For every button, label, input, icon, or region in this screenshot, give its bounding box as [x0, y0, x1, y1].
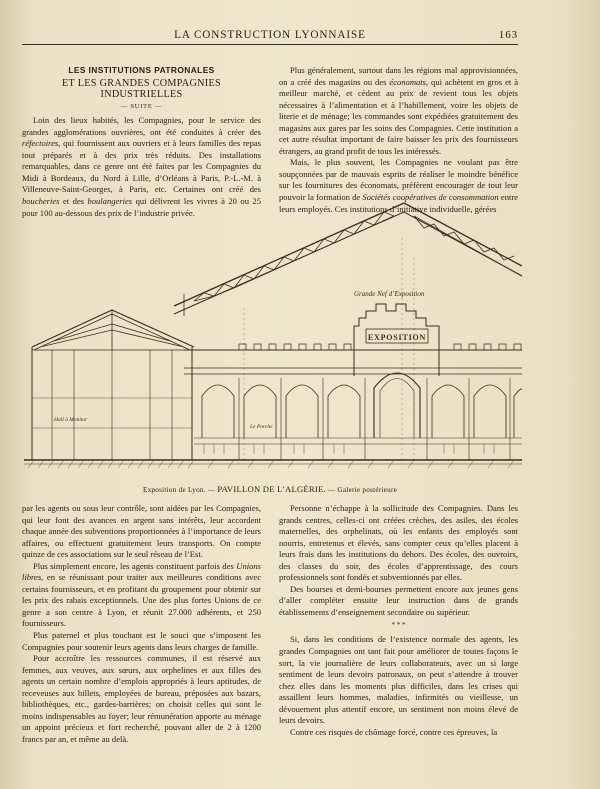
- paragraph: Pour accroître les ressources communes, il est réservé aux femmes, aux veuves, aux sœurs, aux orphelines et aux filles des agents un certain nombre d’emplois appropriés à leurs aptitudes, de receveuses aux billets, employées de bureau, préposées aux bazars, bibliothèques, etc., gardes-barrières; on choisit celles qui sont le moins indispensables au foyer; leur rémunération apporte au ménage un appoint précieux et fort recherché, pouvant aller de 2 à 1200 francs par an, et même au delà.: [22, 653, 261, 744]
- caption-main: PAVILLON DE L’ALGÉRIE.: [217, 484, 326, 494]
- article-subtitle: ET LES GRANDES COMPAGNIES INDUSTRIELLES: [62, 77, 221, 101]
- column-right-bottom: [279, 503, 518, 738]
- running-header: [22, 28, 518, 45]
- label-exposition-sign: EXPOSITION: [367, 333, 427, 342]
- paragraph: Mais, le plus souvent, les Compagnies ne voulant pas être soupçonnées par de mauvais esprits de réaliser le moindre bénéfice sur les fournitures des économats, préfèrent encourager de tout leur pouvoir la formation de Sociétés coopératives de consommation entre leurs employés. Ces institutions d’initiative individuelle, gérées: [279, 157, 518, 214]
- section-separator: * * *: [391, 621, 406, 630]
- paragraph: Loin des lieux habités, les Compagnies, pour le service des grandes agglomérations ouvrières, ont été conduites à créer des réfectoires, qui fournissent aux ouvriers et à leurs familles des repas tout préparés et à des prix très réduits. Des installations remarquables, dans ce genre ont été faites par les Compagnies du Midi à Bordeaux, du Nord à Lille, d’Orléans à Paris, P.-L.-M. à Villeneuve-Saint-Georges, à Paris, etc. Certaines ont créé des boucheries et des boulangeries qui délivrent les vivres à 20 ou 25 pour 100 au-dessous des prix de l’industrie privée.: [22, 115, 261, 218]
- suite-marker: — SUITE —: [120, 102, 163, 110]
- paragraph: Plus simplement encore, les agents constituent parfois des Unions libres, en se réunissant pour traiter aux meilleures conditions avec certains fournisseurs, et en profitant du groupement pour obtenir sur les prix des rabais exceptionnels. Une des plus fortes Unions de ce genre a son centre à Lyon, et réunit 27.000 adhérents, et 250 fournisseurs.: [22, 560, 261, 629]
- paragraph: Personne n’échappe à la sollicitude des Compagnies. Dans les grands centres, celles-ci ont créées crèches, des asiles, des écoles maternelles, des orphelinats, où les enfants des employés sont nourris, entretenus et élevés, sans compter ceux qu’elles placent à leurs frais dans les institutions du dehors. Des écoles, des ouvroirs, des classes du soir, des écoles d’apprentissage, des cours professionnels sont fondés et subventionnés par elles.: [279, 503, 518, 583]
- label-hall: Hall à Monitor: [54, 417, 88, 423]
- paragraph: Plus paternel et plus touchant est le souci que s’imposent les Compagnies pour soutenir leurs agents dans leurs charges de famille.: [22, 630, 261, 652]
- caption-suffix: — Galerie postérieure: [325, 486, 398, 494]
- column-left-top: [22, 65, 261, 219]
- figure-caption: [22, 484, 518, 494]
- paragraph: Contre ces risques de chômage forcé, contre ces épreuves, la: [290, 726, 498, 737]
- paragraph: Si, dans les conditions de l’existence normale des agents, les grandes Compagnies ont tant fait pour améliorer de toutes façons le sort, la vie journalière de leurs collaborateurs, avec un si large sentiment de leurs devoirs patronaux, on peut s’attendre à trouver chez elles dans les moments plus difficiles, dans les crises qui assaillent leurs hommes, maladies, infirmités ou vieillesse, un dévouement plus attentif encore, un sentiment non moins élevé de leurs devoirs.: [279, 634, 518, 726]
- paragraph: par les agents ou sous leur contrôle, sont aidées par les Compagnies, qui leur font des avances en argent sans intérêts, leur accordent chaque année des subventions proportionnées à l’importance de leurs affaires, ou effectuent gratuitement leurs transports. On compte quinze de ces associations sur le seul réseau de l’Est.: [22, 503, 261, 560]
- pavilion-elevation-drawing: [14, 198, 522, 480]
- paragraph: Des bourses et demi-bourses permettent encore aux jeunes gens d’aller compléter ensuite leur instruction dans de grands établissements d’enseignement secondaire ou supérieur.: [279, 583, 518, 617]
- label-grande-nef: Grande Nef d’Exposition: [354, 290, 425, 298]
- caption-prefix: Exposition de Lyon. —: [142, 486, 218, 494]
- journal-title: LA CONSTRUCTION LYONNAISE: [174, 29, 366, 41]
- section-title: LES INSTITUTIONS PATRONALES: [68, 65, 215, 75]
- paragraph: Plus généralement, surtout dans les régions mal approvisionnées, on a créé des magasins ou des économats, qui achètent en gros et à meilleur marché, et cèdent au prix de revient tous les objets nécessaires à l’alimentation et à l’habillement, voire les objets de literie et de ménage; les commandes sont expédiées gratuitement des magasins aux gares par les soins des Compagnies. Cette institution a cet autre résultat important de faire baisser les prix des fournisseurs étrangers, au grand profit de tous les intéressés.: [279, 65, 518, 156]
- label-porche: Le Porche: [250, 424, 273, 430]
- page-number: 163: [498, 29, 518, 41]
- column-right-top: [279, 65, 518, 215]
- column-left-bottom: [22, 503, 261, 745]
